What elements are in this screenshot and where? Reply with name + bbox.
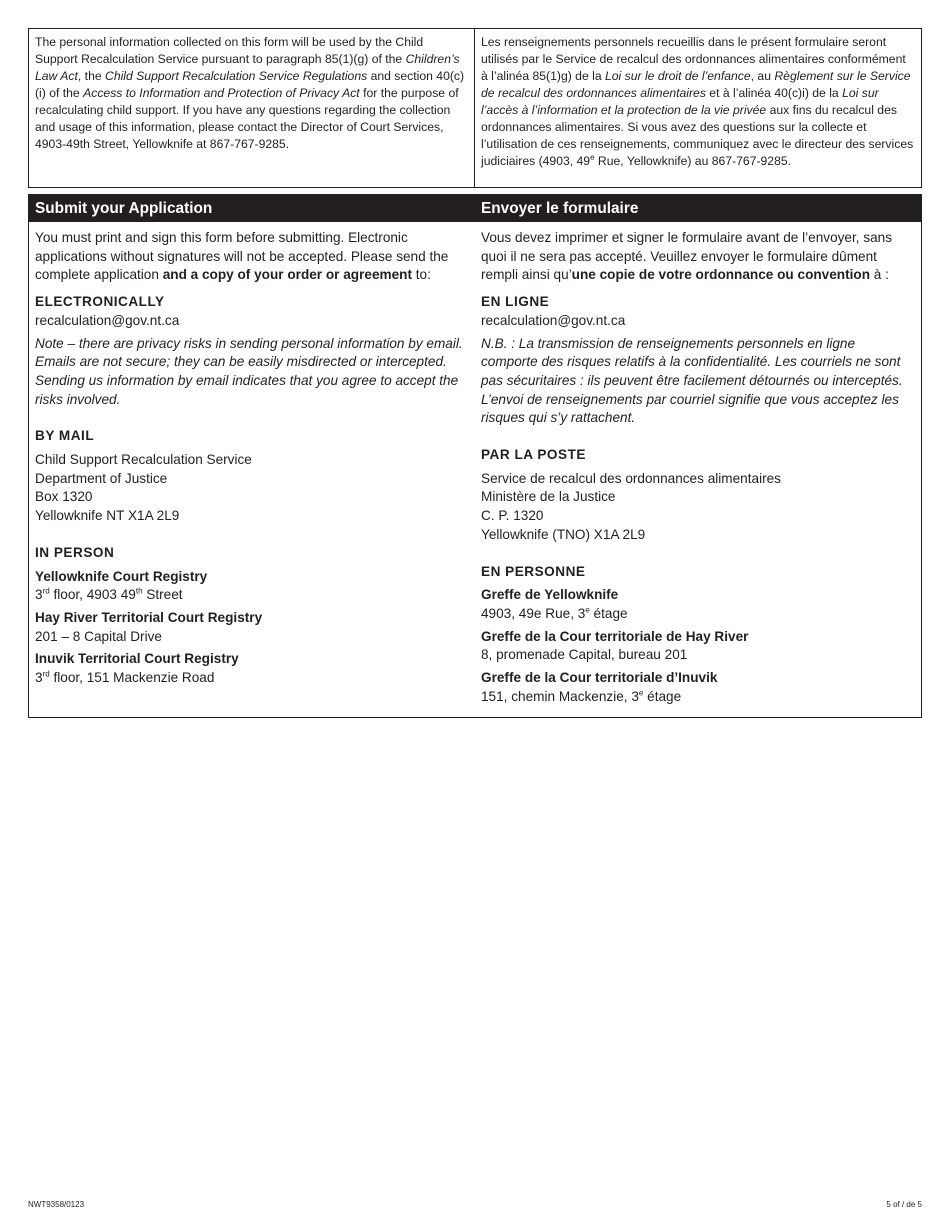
- intro-paragraph: [35, 229, 469, 285]
- act-title: Children’s Law Act: [35, 52, 460, 83]
- regulation-title: Règlement sur le Service de recalcul des ordonnances alimentaires: [481, 69, 911, 100]
- address-line: Ministère de la Justice: [481, 489, 616, 505]
- privacy-text: The personal information collected on this form will be used by the Child Support Recalculation Service pursuant to paragraph 85(1)(g) of the: [35, 35, 424, 66]
- address-line: C. P. 1320: [481, 508, 544, 524]
- in-person-heading: IN PERSON: [35, 544, 115, 560]
- superscript: e: [638, 688, 644, 698]
- page-number: 5 of / de 5: [886, 1200, 922, 1209]
- privacy-text: Les renseignements personnels recueillis dans le présent formulaire seront utilisés par le Service de recalcul des ordonnances alimentaires conformément à l’alinéa 85(1)g) de la: [481, 35, 906, 83]
- address-line: Department of Justice: [35, 470, 168, 486]
- address-text: étage: [643, 688, 682, 704]
- electronic-heading: EN LIGNE: [481, 294, 550, 310]
- section-title-en: Submit your Application: [35, 200, 213, 217]
- privacy-text: et à l’alinéa 40(c)i) de la: [705, 86, 843, 100]
- address-text: 3: [35, 587, 43, 603]
- registry-name: Yellowknife Court Registry: [35, 568, 208, 584]
- submit-application-section: [28, 194, 922, 718]
- mail-address: [481, 470, 915, 545]
- section-header-bar: [29, 195, 921, 222]
- registry-name: Inuvik Territorial Court Registry: [35, 651, 239, 667]
- mail-heading: PAR LA POSTE: [481, 447, 586, 463]
- address-line: Yellowknife NT X1A 2L9: [35, 508, 180, 524]
- registry-address: [481, 688, 915, 707]
- privacy-text: Rue, Yellowknife) au 867-767-9285.: [594, 154, 792, 168]
- submit-column-en: [29, 222, 475, 706]
- registry-address: [35, 586, 469, 605]
- privacy-notice-fr: [475, 29, 921, 187]
- superscript: e: [585, 605, 590, 615]
- privacy-text: aux fins du recalcul des ordonnances alimentaires. Si vous avez des questions sur la collecte et l’utilisation de ces renseignements, communiquez avec le directeur des services judiciaires (4903, 49: [481, 103, 914, 168]
- act-title: Loi sur le droit de l’enfance: [604, 69, 751, 83]
- superscript: rd: [42, 586, 50, 596]
- intro-emphasis: une copie de votre ordonnance ou convention: [571, 267, 871, 283]
- form-code: NWT9358/0123: [28, 1200, 85, 1209]
- email-address: recalculation@gov.nt.ca: [481, 312, 626, 328]
- intro-text: to:: [412, 267, 431, 283]
- address-text: floor, 151 Mackenzie Road: [49, 670, 215, 686]
- superscript: rd: [42, 669, 50, 679]
- registry-name: Hay River Territorial Court Registry: [35, 609, 263, 625]
- mail-address: [35, 451, 469, 526]
- address-text: 151, chemin Mackenzie, 3: [481, 688, 639, 704]
- mail-heading: BY MAIL: [35, 428, 95, 444]
- intro-text: à :: [870, 267, 889, 283]
- section-title-fr: Envoyer le formulaire: [481, 200, 639, 217]
- intro-emphasis: and a copy of your order or agreement: [162, 267, 412, 283]
- superscript: th: [135, 586, 143, 596]
- privacy-text: , the: [77, 69, 106, 83]
- electronic-heading: ELECTRONICALLY: [35, 294, 165, 310]
- privacy-text: , au: [750, 69, 775, 83]
- submit-column-fr: [475, 222, 921, 706]
- intro-text: You must print and sign this form before submitting. Electronic applications without signatures will not be accepted. Please send the complete application: [35, 230, 449, 283]
- address-text: étage: [589, 605, 628, 621]
- privacy-notice: [28, 28, 922, 188]
- registry-name: Greffe de la Cour territoriale de Hay River: [481, 628, 749, 644]
- registry-address: [481, 605, 915, 624]
- privacy-text: for the purpose of recalculating child support. If you have any questions regarding the collection and usage of this information, please contact the Director of Court Services, 4903-49th Street, Yellowknife at 867-767-9285.: [35, 86, 459, 151]
- act-title: Loi sur l’accès à l’information et la protection de la vie privée: [481, 86, 879, 117]
- registry-name: Greffe de Yellowknife: [481, 587, 619, 603]
- email-address: recalculation@gov.nt.ca: [35, 312, 180, 328]
- address-text: floor, 4903 49: [49, 587, 136, 603]
- superscript: e: [590, 152, 595, 162]
- address-line: Yellowknife (TNO) X1A 2L9: [481, 526, 646, 542]
- registry-address: 8, promenade Capital, bureau 201: [481, 647, 688, 663]
- privacy-text: and section 40(c)(i) of the: [35, 69, 465, 100]
- email-privacy-note: Note – there are privacy risks in sending personal information by email. Emails are not secure; they can be easily misdirected or intercepted. Sending us information by email indicates that you agree to accept the risks involved.: [35, 335, 463, 407]
- regulation-title: Child Support Recalculation Service Regulations: [105, 69, 368, 83]
- address-text: 3: [35, 670, 43, 686]
- address-line: Child Support Recalculation Service: [35, 452, 252, 468]
- address-line: Box 1320: [35, 489, 93, 505]
- address-line: Service de recalcul des ordonnances alimentaires: [481, 470, 781, 486]
- address-text: Street: [142, 587, 183, 603]
- intro-paragraph: [481, 229, 915, 285]
- registry-address: [35, 669, 469, 688]
- address-text: 4903, 49e Rue, 3: [481, 605, 586, 621]
- registry-name: Greffe de la Cour territoriale d’Inuvik: [481, 670, 718, 686]
- act-title: Access to Information and Protection of Privacy Act: [83, 86, 360, 100]
- privacy-notice-en: [29, 29, 475, 187]
- in-person-heading: EN PERSONNE: [481, 563, 586, 579]
- registry-address: 201 – 8 Capital Drive: [35, 628, 162, 644]
- email-privacy-note: N.B. : La transmission de renseignements personnels en ligne comporte des risques relatifs à la confidentialité. Les courriels ne sont pas sécuritaires : ils peuvent être facilement détournés ou interceptés. L’envoi de renseignements par courriel signifie que vous acceptez les risques qui s’y rattachent.: [481, 335, 903, 426]
- intro-text: Vous devez imprimer et signer le formulaire avant de l’envoyer, sans quoi il ne sera pas accepté. Veuillez envoyer le formulaire dûment rempli ainsi qu’: [481, 230, 893, 283]
